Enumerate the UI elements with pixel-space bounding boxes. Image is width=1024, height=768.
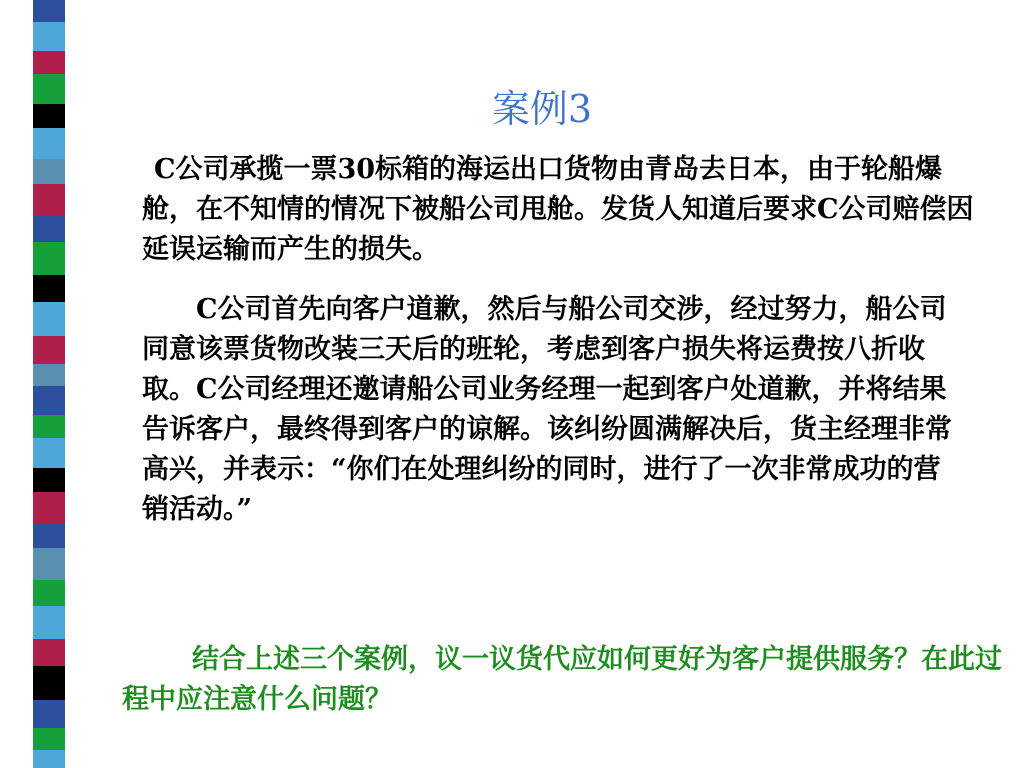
stripe-segment — [33, 492, 65, 523]
stripe-segment — [33, 580, 65, 606]
stripe-segment — [33, 275, 65, 302]
stripe-segment — [33, 728, 65, 750]
stripe-segment — [33, 51, 65, 74]
case-paragraph-2: C公司首先向客户道歉，然后与船公司交涉，经过努力，船公司同意该票货物改装三天后的班轮，考虑到客户损失将运费按八折收取。C公司经理还邀请船公司业务经理一起到客户处道歉，并将结果告诉客户，最终得到客户的谅解。该纠纷圆满解决后，货主经理非常高兴，并表示：“你们在处理纠纷的同时，进行了一次非常成功的营销活动。” — [142, 294, 952, 525]
stripe-segment — [33, 216, 65, 242]
stripe-segment — [33, 336, 65, 364]
discussion-question: 结合上述三个案例，议一议货代应如何更好为客户提供服务？在此过程中应注意什么问题？ — [122, 644, 1002, 715]
stripe-segment — [33, 750, 65, 768]
stripe-segment — [33, 386, 65, 415]
stripe-segment — [33, 159, 65, 184]
stripe-segment — [33, 639, 65, 666]
stripe-segment — [33, 700, 65, 728]
stripe-segment — [33, 438, 65, 468]
stripe-segment — [33, 523, 65, 548]
slide-title: 案例3 — [491, 87, 593, 131]
stripe-segment — [33, 302, 65, 336]
stripe-segment — [33, 548, 65, 580]
stripe-segment — [33, 184, 65, 216]
stripe-segment — [33, 0, 65, 22]
stripe-segment — [33, 666, 65, 700]
stripe-segment — [33, 364, 65, 386]
stripe-segment — [33, 22, 65, 51]
stripe-segment — [33, 606, 65, 639]
stripe-segment — [33, 468, 65, 492]
case-paragraph-1: C公司承揽一票30标箱的海运出口货物由青岛去日本，由于轮船爆舱，在不知情的情况下被船公司甩舱。发货人知道后要求C公司赔偿因延误运输而产生的损失。 — [142, 154, 974, 265]
stripe-segment — [33, 242, 65, 275]
stripe-segment — [33, 415, 65, 438]
